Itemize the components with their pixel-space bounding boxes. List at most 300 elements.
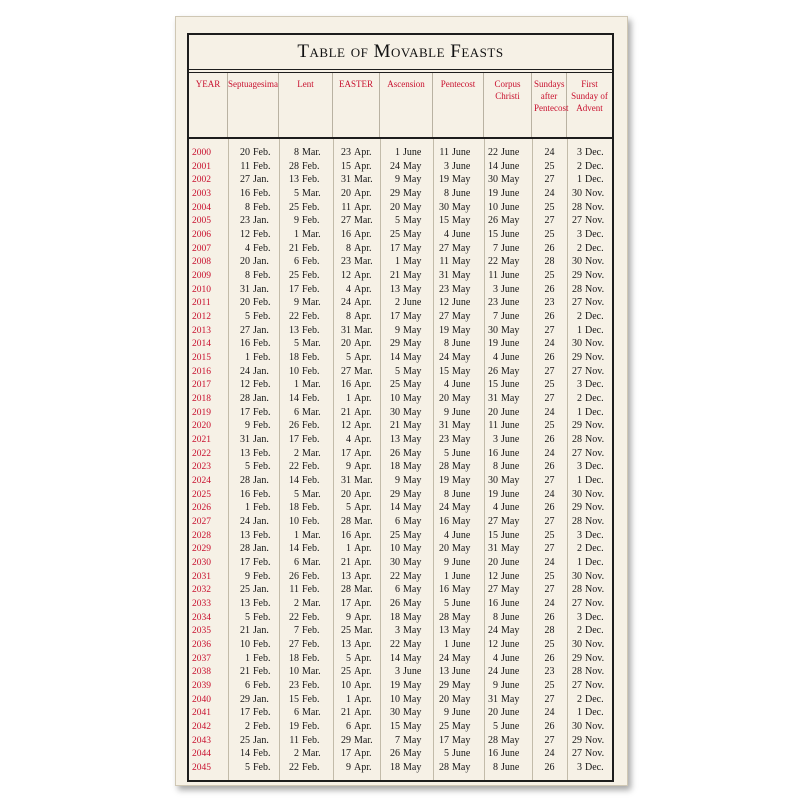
table-cell: 23 June bbox=[488, 297, 520, 309]
table-cell: 24 Apr. bbox=[341, 297, 372, 309]
table-cell: 3 Dec. bbox=[577, 611, 604, 623]
table-cell: 8 June bbox=[493, 762, 520, 774]
table-cell: 25 May bbox=[439, 721, 471, 733]
table-cell: 4 June bbox=[493, 352, 520, 364]
table-cell: 19 June bbox=[488, 488, 520, 500]
table-row bbox=[189, 679, 612, 693]
table-cell: 30 May bbox=[390, 557, 422, 569]
table-cell: 1 Mar. bbox=[294, 229, 321, 241]
table-row bbox=[189, 624, 612, 638]
year-cell: 2045 bbox=[192, 763, 211, 774]
table-cell: 30 Nov. bbox=[572, 188, 605, 199]
table-cell: 16 June bbox=[488, 598, 520, 610]
page-title: Table of Movable Feasts bbox=[297, 41, 504, 62]
table-cell: 8 Apr. bbox=[346, 311, 372, 323]
sundays-cell: 24 bbox=[544, 557, 555, 569]
table-cell: 5 May bbox=[395, 215, 422, 227]
table-cell: 13 Feb. bbox=[240, 529, 271, 541]
sundays-cell: 26 bbox=[544, 242, 555, 254]
table-cell: 27 Jan. bbox=[240, 174, 269, 186]
table-cell: 9 Apr. bbox=[346, 461, 372, 473]
table-cell: 28 Nov. bbox=[572, 283, 605, 295]
table-cell: 16 May bbox=[439, 516, 471, 528]
table-cell: 21 Jan. bbox=[240, 625, 269, 637]
year-cell: 2007 bbox=[192, 243, 211, 254]
table-cell: 2 Dec. bbox=[577, 543, 604, 555]
table-cell: 29 May bbox=[390, 338, 422, 350]
header-corpus-christi: Corpus Christi bbox=[484, 73, 532, 137]
year-cell: 2011 bbox=[192, 298, 211, 309]
year-cell: 2010 bbox=[192, 284, 211, 295]
table-cell: 5 Mar. bbox=[294, 338, 321, 350]
table-cell: 15 May bbox=[439, 215, 471, 227]
table-cell: 17 Feb. bbox=[240, 707, 271, 719]
table-row bbox=[189, 501, 612, 515]
table-cell: 2 Mar. bbox=[294, 598, 321, 610]
table-cell: 22 June bbox=[488, 147, 520, 158]
table-cell: 18 Feb. bbox=[289, 652, 320, 664]
table-row bbox=[189, 597, 612, 611]
sundays-cell: 24 bbox=[544, 707, 555, 719]
header-ascension: Ascension bbox=[380, 73, 433, 137]
table-cell: 20 May bbox=[439, 693, 471, 705]
table-row bbox=[189, 529, 612, 543]
table-cell: 14 Feb. bbox=[240, 748, 271, 760]
table-cell: 17 Feb. bbox=[289, 283, 320, 295]
table-cell: 28 May bbox=[439, 762, 471, 774]
header-lent: Lent bbox=[279, 73, 333, 137]
table-cell: 7 Feb. bbox=[294, 625, 320, 637]
table-cell: 19 Feb. bbox=[289, 721, 320, 733]
table-cell: 1 May bbox=[395, 256, 422, 268]
table-cell: 30 May bbox=[488, 475, 520, 487]
table-cell: 2 June bbox=[395, 297, 422, 309]
table-cell: 11 Feb. bbox=[289, 734, 320, 746]
table-cell: 25 Feb. bbox=[289, 201, 320, 213]
table-cell: 3 Dec. bbox=[577, 379, 604, 391]
table-row bbox=[189, 720, 612, 734]
table-cell: 28 Mar. bbox=[341, 516, 373, 528]
table-cell: 17 Feb. bbox=[240, 406, 271, 418]
table-cell: 31 May bbox=[439, 270, 471, 282]
table-cell: 27 Jan. bbox=[240, 324, 269, 336]
table-cell: 30 Nov. bbox=[572, 570, 605, 582]
table-cell: 16 Feb. bbox=[240, 488, 271, 500]
table-cell: 5 Feb. bbox=[245, 311, 271, 323]
table-cell: 31 May bbox=[488, 393, 520, 405]
table-cell: 4 June bbox=[444, 529, 471, 541]
table-cell: 12 Apr. bbox=[341, 420, 372, 432]
table-cell: 21 Feb. bbox=[289, 242, 320, 254]
table-cell: 13 Apr. bbox=[341, 639, 372, 651]
table-row bbox=[189, 583, 612, 597]
sundays-cell: 27 bbox=[544, 215, 555, 227]
table-cell: 1 Apr. bbox=[346, 393, 372, 405]
year-cell: 2031 bbox=[192, 571, 211, 582]
year-cell: 2020 bbox=[192, 421, 211, 432]
year-cell: 2017 bbox=[192, 380, 211, 391]
table-cell: 1 Mar. bbox=[294, 379, 321, 391]
table-cell: 26 Feb. bbox=[289, 570, 320, 582]
year-cell: 2004 bbox=[192, 202, 211, 213]
table-cell: 18 May bbox=[390, 762, 422, 774]
table-cell: 1 Dec. bbox=[577, 557, 604, 569]
table-cell: 23 Mar. bbox=[341, 256, 373, 268]
table-cell: 3 Dec. bbox=[577, 529, 604, 541]
table-cell: 17 Apr. bbox=[341, 748, 372, 760]
table-cell: 10 June bbox=[488, 201, 520, 213]
table-cell: 3 Dec. bbox=[577, 147, 604, 158]
table-cell: 3 June bbox=[493, 434, 520, 446]
table-cell: 1 Feb. bbox=[245, 652, 271, 664]
table-cell: 16 June bbox=[488, 447, 520, 459]
table-cell: 2 Mar. bbox=[294, 447, 321, 459]
table-cell: 31 May bbox=[488, 693, 520, 705]
table-cell: 2 Dec. bbox=[577, 693, 604, 705]
table-cell: 8 Feb. bbox=[245, 270, 271, 282]
year-cell: 2029 bbox=[192, 544, 211, 555]
table-cell: 20 May bbox=[439, 543, 471, 555]
table-cell: 11 June bbox=[488, 420, 520, 432]
table-cell: 1 June bbox=[444, 639, 471, 651]
table-cell: 8 June bbox=[493, 461, 520, 473]
table-cell: 20 Feb. bbox=[240, 297, 271, 309]
table-cell: 26 May bbox=[488, 365, 520, 377]
table-cell: 7 May bbox=[395, 734, 422, 746]
table-cell: 5 June bbox=[444, 447, 471, 459]
table-cell: 2 Mar. bbox=[294, 748, 321, 760]
table-cell: 9 Feb. bbox=[245, 570, 271, 582]
table-cell: 10 Feb. bbox=[289, 365, 320, 377]
year-cell: 2038 bbox=[192, 667, 211, 678]
table-cell: 27 May bbox=[488, 584, 520, 596]
table-row bbox=[189, 242, 612, 256]
sundays-cell: 24 bbox=[544, 188, 555, 199]
table-cell: 17 May bbox=[439, 734, 471, 746]
table-cell: 19 May bbox=[439, 174, 471, 186]
table-cell: 29 May bbox=[390, 188, 422, 199]
table-cell: 8 June bbox=[444, 338, 471, 350]
table-cell: 7 June bbox=[493, 311, 520, 323]
table-row bbox=[189, 201, 612, 215]
table-cell: 31 May bbox=[488, 543, 520, 555]
table-row bbox=[189, 187, 612, 201]
table-cell: 5 Feb. bbox=[245, 461, 271, 473]
table-cell: 9 May bbox=[395, 174, 422, 186]
table-body bbox=[189, 146, 612, 780]
table-cell: 28 May bbox=[439, 461, 471, 473]
table-cell: 19 June bbox=[488, 188, 520, 199]
year-cell: 2025 bbox=[192, 489, 211, 500]
table-cell: 11 June bbox=[488, 270, 520, 282]
year-cell: 2035 bbox=[192, 626, 211, 637]
table-cell: 15 Apr. bbox=[341, 160, 372, 172]
sundays-cell: 23 bbox=[544, 666, 555, 678]
table-cell: 28 Jan. bbox=[240, 393, 269, 405]
table-cell: 30 May bbox=[488, 174, 520, 186]
table-cell: 16 June bbox=[488, 748, 520, 760]
table-cell: 10 Mar. bbox=[289, 666, 321, 678]
table-cell: 30 Nov. bbox=[572, 721, 605, 733]
table-cell: 31 Mar. bbox=[341, 324, 373, 336]
table-cell: 13 May bbox=[390, 283, 422, 295]
table-row bbox=[189, 693, 612, 707]
table-cell: 4 June bbox=[444, 229, 471, 241]
table-cell: 23 Jan. bbox=[240, 215, 269, 227]
table-cell: 7 June bbox=[493, 242, 520, 254]
table-cell: 30 May bbox=[488, 324, 520, 336]
table-cell: 20 Apr. bbox=[341, 488, 372, 500]
table-cell: 9 Feb. bbox=[245, 420, 271, 432]
sundays-cell: 26 bbox=[544, 461, 555, 473]
table-cell: 20 Apr. bbox=[341, 338, 372, 350]
sundays-cell: 25 bbox=[544, 229, 555, 241]
table-row bbox=[189, 310, 612, 324]
table-cell: 10 May bbox=[390, 543, 422, 555]
table-row bbox=[189, 542, 612, 556]
sundays-cell: 26 bbox=[544, 721, 555, 733]
table-cell: 4 June bbox=[493, 502, 520, 514]
year-cell: 2037 bbox=[192, 653, 211, 664]
table-cell: 8 June bbox=[444, 488, 471, 500]
table-cell: 27 Feb. bbox=[289, 639, 320, 651]
year-cell: 2002 bbox=[192, 175, 211, 186]
table-cell: 15 May bbox=[439, 365, 471, 377]
year-cell: 2023 bbox=[192, 462, 211, 473]
table-row bbox=[189, 392, 612, 406]
table-cell: 14 May bbox=[390, 502, 422, 514]
table-cell: 6 Mar. bbox=[294, 557, 321, 569]
table-cell: 11 May bbox=[439, 256, 471, 268]
table-cell: 12 June bbox=[488, 639, 520, 651]
table-cell: 2 Dec. bbox=[577, 160, 604, 172]
table-cell: 5 Feb. bbox=[245, 611, 271, 623]
table-cell: 9 Feb. bbox=[294, 215, 320, 227]
year-cell: 2022 bbox=[192, 448, 211, 459]
sundays-cell: 27 bbox=[544, 584, 555, 596]
table-cell: 31 Jan. bbox=[240, 434, 269, 446]
table-cell: 22 Feb. bbox=[289, 762, 320, 774]
table-cell: 18 May bbox=[390, 611, 422, 623]
table-cell: 14 Feb. bbox=[289, 475, 320, 487]
table-cell: 29 Mar. bbox=[341, 734, 373, 746]
sundays-cell: 26 bbox=[544, 352, 555, 364]
table-cell: 19 June bbox=[488, 338, 520, 350]
table-cell: 2 Dec. bbox=[577, 242, 604, 254]
table-cell: 9 June bbox=[444, 406, 471, 418]
table-cell: 3 June bbox=[395, 666, 422, 678]
table-cell: 27 Nov. bbox=[572, 598, 605, 610]
table-cell: 28 Nov. bbox=[572, 434, 605, 446]
year-cell: 2033 bbox=[192, 599, 211, 610]
sundays-cell: 25 bbox=[544, 201, 555, 213]
sundays-cell: 28 bbox=[544, 256, 555, 268]
sundays-cell: 27 bbox=[544, 393, 555, 405]
year-cell: 2040 bbox=[192, 694, 211, 705]
table-cell: 8 June bbox=[444, 188, 471, 199]
table-row bbox=[189, 706, 612, 720]
table-cell: 26 May bbox=[488, 215, 520, 227]
year-cell: 2027 bbox=[192, 517, 211, 528]
table-cell: 29 May bbox=[439, 680, 471, 692]
table-cell: 9 June bbox=[444, 557, 471, 569]
table-cell: 20 Feb. bbox=[240, 147, 271, 158]
table-cell: 3 Dec. bbox=[577, 762, 604, 774]
table-cell: 27 May bbox=[439, 311, 471, 323]
table-cell: 4 June bbox=[444, 379, 471, 391]
year-cell: 2015 bbox=[192, 353, 211, 364]
table-cell: 23 Apr. bbox=[341, 147, 372, 158]
table-cell: 11 June bbox=[439, 147, 471, 158]
table-cell: 4 Apr. bbox=[346, 283, 372, 295]
table-cell: 6 Feb. bbox=[245, 680, 271, 692]
sundays-cell: 25 bbox=[544, 379, 555, 391]
table-cell: 5 Apr. bbox=[346, 652, 372, 664]
table-cell: 20 June bbox=[488, 557, 520, 569]
sundays-cell: 24 bbox=[544, 147, 555, 158]
table-cell: 5 June bbox=[444, 598, 471, 610]
year-cell: 2016 bbox=[192, 366, 211, 377]
table-cell: 17 Feb. bbox=[240, 557, 271, 569]
table-cell: 28 Nov. bbox=[572, 516, 605, 528]
table-row bbox=[189, 283, 612, 297]
table-cell: 2 Feb. bbox=[245, 721, 271, 733]
year-cell: 2018 bbox=[192, 394, 211, 405]
table-cell: 3 Dec. bbox=[577, 229, 604, 241]
table-cell: 13 May bbox=[390, 434, 422, 446]
table-cell: 8 June bbox=[493, 611, 520, 623]
table-cell: 29 May bbox=[390, 488, 422, 500]
table-cell: 20 May bbox=[439, 393, 471, 405]
feast-table-card bbox=[175, 16, 628, 786]
sundays-cell: 26 bbox=[544, 283, 555, 295]
sundays-cell: 27 bbox=[544, 324, 555, 336]
table-cell: 30 May bbox=[439, 201, 471, 213]
table-cell: 14 May bbox=[390, 652, 422, 664]
year-cell: 2012 bbox=[192, 312, 211, 323]
sundays-cell: 26 bbox=[544, 611, 555, 623]
table-cell: 5 Apr. bbox=[346, 502, 372, 514]
table-cell: 21 Feb. bbox=[240, 666, 271, 678]
year-cell: 2024 bbox=[192, 476, 211, 487]
table-row bbox=[189, 255, 612, 269]
table-cell: 13 June bbox=[439, 666, 471, 678]
table-cell: 24 May bbox=[488, 625, 520, 637]
table-cell: 11 Feb. bbox=[240, 160, 271, 172]
table-cell: 29 Nov. bbox=[572, 352, 605, 364]
table-cell: 28 Jan. bbox=[240, 543, 269, 555]
header-easter: EASTER bbox=[333, 73, 380, 137]
table-cell: 21 Apr. bbox=[341, 707, 372, 719]
table-cell: 26 May bbox=[390, 447, 422, 459]
sundays-cell: 24 bbox=[544, 598, 555, 610]
table-cell: 1 Apr. bbox=[346, 693, 372, 705]
table-cell: 17 May bbox=[390, 311, 422, 323]
table-cell: 25 Jan. bbox=[240, 584, 269, 596]
table-cell: 24 May bbox=[439, 352, 471, 364]
table-cell: 21 May bbox=[390, 270, 422, 282]
table-cell: 1 Dec. bbox=[577, 475, 604, 487]
table-cell: 13 May bbox=[439, 625, 471, 637]
table-cell: 30 May bbox=[390, 406, 422, 418]
sundays-cell: 27 bbox=[544, 543, 555, 555]
table-cell: 18 Feb. bbox=[289, 352, 320, 364]
table-cell: 12 June bbox=[488, 570, 520, 582]
table-cell: 16 Apr. bbox=[341, 229, 372, 241]
table-cell: 29 Nov. bbox=[572, 270, 605, 282]
table-row bbox=[189, 269, 612, 283]
table-cell: 14 June bbox=[488, 160, 520, 172]
year-cell: 2014 bbox=[192, 339, 211, 350]
table-cell: 25 Apr. bbox=[341, 666, 372, 678]
table-cell: 14 Feb. bbox=[289, 543, 320, 555]
table-cell: 15 Feb. bbox=[289, 693, 320, 705]
table-cell: 31 Mar. bbox=[341, 475, 373, 487]
table-cell: 9 Apr. bbox=[346, 762, 372, 774]
table-row bbox=[189, 611, 612, 625]
table-cell: 28 Nov. bbox=[572, 584, 605, 596]
table-cell: 30 May bbox=[390, 707, 422, 719]
sundays-cell: 27 bbox=[544, 734, 555, 746]
table-cell: 28 Nov. bbox=[572, 666, 605, 678]
table-cell: 27 Nov. bbox=[572, 297, 605, 309]
table-cell: 24 June bbox=[488, 666, 520, 678]
table-row bbox=[189, 734, 612, 748]
table-cell: 27 Nov. bbox=[572, 365, 605, 377]
year-cell: 2008 bbox=[192, 257, 211, 268]
table-row bbox=[189, 324, 612, 338]
table-cell: 12 Apr. bbox=[341, 270, 372, 282]
table-cell: 4 Feb. bbox=[245, 242, 271, 254]
table-cell: 28 Jan. bbox=[240, 475, 269, 487]
table-cell: 6 Mar. bbox=[294, 406, 321, 418]
sundays-cell: 25 bbox=[544, 420, 555, 432]
table-cell: 27 May bbox=[439, 242, 471, 254]
table-row bbox=[189, 515, 612, 529]
sundays-cell: 27 bbox=[544, 693, 555, 705]
table-cell: 21 May bbox=[390, 420, 422, 432]
table-cell: 19 May bbox=[439, 324, 471, 336]
table-cell: 6 May bbox=[395, 584, 422, 596]
table-row bbox=[189, 556, 612, 570]
table-cell: 9 June bbox=[444, 707, 471, 719]
header-sundays-after-pentecost: Sundays after Pentecost bbox=[532, 73, 567, 137]
table-cell: 22 Feb. bbox=[289, 311, 320, 323]
year-cell: 2034 bbox=[192, 612, 211, 623]
year-cell: 2026 bbox=[192, 503, 211, 514]
sundays-cell: 24 bbox=[544, 406, 555, 418]
table-cell: 11 Apr. bbox=[341, 201, 372, 213]
year-cell: 2044 bbox=[192, 749, 211, 760]
table-cell: 25 May bbox=[390, 379, 422, 391]
sundays-cell: 26 bbox=[544, 434, 555, 446]
table-cell: 1 Apr. bbox=[346, 543, 372, 555]
table-cell: 20 June bbox=[488, 707, 520, 719]
year-cell: 2000 bbox=[192, 148, 211, 158]
table-cell: 9 Mar. bbox=[294, 297, 321, 309]
table-cell: 22 May bbox=[488, 256, 520, 268]
table-cell: 27 Nov. bbox=[572, 748, 605, 760]
table-cell: 6 May bbox=[395, 516, 422, 528]
table-cell: 31 Jan. bbox=[240, 283, 269, 295]
year-cell: 2030 bbox=[192, 558, 211, 569]
header-year: YEAR bbox=[189, 73, 228, 137]
year-cell: 2028 bbox=[192, 530, 211, 541]
table-cell: 11 Feb. bbox=[289, 584, 320, 596]
table-cell: 4 Apr. bbox=[346, 434, 372, 446]
sundays-cell: 24 bbox=[544, 447, 555, 459]
table-cell: 16 Apr. bbox=[341, 529, 372, 541]
